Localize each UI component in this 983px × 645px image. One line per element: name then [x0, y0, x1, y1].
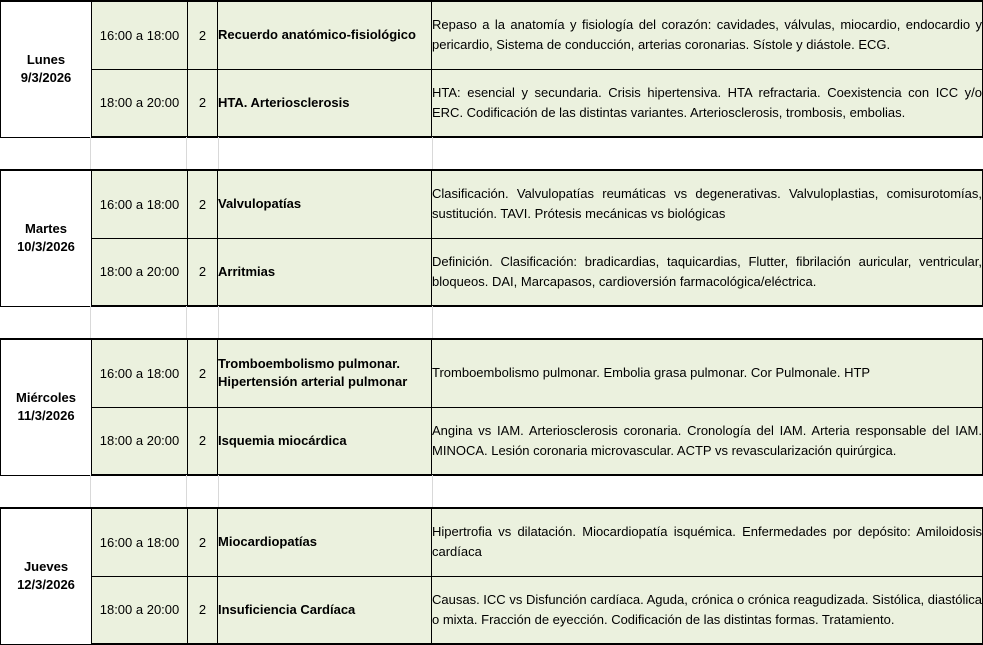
- day-date: 9/3/2026: [20, 70, 72, 86]
- session-row: [1, 238, 983, 306]
- session-time: 16:00 a 18:00: [92, 508, 188, 576]
- session-topic: Isquemia miocárdica: [218, 407, 432, 475]
- session-time: 16:00 a 18:00: [92, 339, 188, 407]
- session-description: Definición. Clasificación: bradicardias, taquicardias, Flutter, fibrilación auricular, ventricular, bloqueos. DAI, Marcapasos, cardioversión farmacológica/eléctrica.: [432, 238, 983, 306]
- spacer-row: [0, 137, 983, 169]
- session-time: 18:00 a 20:00: [92, 238, 188, 306]
- grid-line: [186, 137, 187, 169]
- session-hours: 2: [188, 407, 218, 475]
- session-row: [1, 576, 983, 644]
- session-topic: Valvulopatías: [218, 170, 432, 238]
- session-time: 18:00 a 20:00: [92, 407, 188, 475]
- session-hours: 2: [188, 69, 218, 137]
- session-row: [1, 69, 983, 137]
- grid-line: [432, 137, 433, 169]
- session-hours: 2: [188, 508, 218, 576]
- session-topic: Arritmias: [218, 238, 432, 306]
- session-row: [1, 339, 983, 407]
- session-hours: 2: [188, 170, 218, 238]
- session-time: 18:00 a 20:00: [92, 576, 188, 644]
- session-row: [1, 1, 983, 69]
- session-topic: Miocardiopatías: [218, 508, 432, 576]
- grid-line: [218, 306, 219, 338]
- session-hours: 2: [188, 238, 218, 306]
- day-block-miercoles: [0, 338, 983, 476]
- session-description: Causas. ICC vs Disfunción cardíaca. Aguda, crónica o crónica reagudizada. Sistólica, diastólica o mixta. Fracción de eyección. Codificación de las distintas formas. Tratamiento.: [432, 576, 983, 644]
- spacer-row: [0, 306, 983, 338]
- day-cell: [1, 1, 92, 137]
- day-block-jueves: [0, 507, 983, 645]
- session-description: Angina vs IAM. Arteriosclerosis coronaria. Cronología del IAM. Arteria responsable del IAM. MINOCA. Lesión coronaria microvascular. ACTP vs revascularización quirúrgica.: [432, 407, 983, 475]
- grid-line: [432, 306, 433, 338]
- session-row: [1, 508, 983, 576]
- grid-line: [218, 475, 219, 507]
- day-cell: [1, 339, 92, 475]
- day-block-martes: [0, 169, 983, 307]
- session-topic: Insuficiencia Cardíaca: [218, 576, 432, 644]
- session-time: 16:00 a 18:00: [92, 1, 188, 69]
- grid-line: [90, 475, 91, 507]
- day-date: 12/3/2026: [17, 577, 75, 593]
- day-name: Lunes: [26, 52, 66, 68]
- day-date: 11/3/2026: [17, 408, 75, 424]
- session-hours: 2: [188, 339, 218, 407]
- day-cell: [1, 170, 92, 306]
- session-row: [1, 407, 983, 475]
- session-description: Hipertrofia vs dilatación. Miocardiopatía isquémica. Enfermedades por depósito: Amiloidosis cardíaca: [432, 508, 983, 576]
- grid-line: [90, 137, 91, 169]
- day-table: [0, 507, 983, 645]
- grid-line: [432, 475, 433, 507]
- day-name: Martes: [25, 221, 67, 237]
- day-block-lunes: [0, 0, 983, 138]
- day-name: Miércoles: [16, 390, 76, 406]
- day-table: [0, 0, 983, 138]
- day-cell: [1, 508, 92, 644]
- session-topic: HTA. Arteriosclerosis: [218, 69, 432, 137]
- grid-line: [186, 475, 187, 507]
- grid-line: [186, 306, 187, 338]
- session-topic: Recuerdo anatómico-fisiológico: [218, 1, 432, 69]
- session-time: 16:00 a 18:00: [92, 170, 188, 238]
- spacer-row: [0, 475, 983, 507]
- session-topic: Tromboembolismo pulmonar. Hipertensión arterial pulmonar: [218, 339, 432, 407]
- day-table: [0, 169, 983, 307]
- day-date: 10/3/2026: [17, 239, 75, 255]
- session-description: Clasificación. Valvulopatías reumáticas vs degenerativas. Valvuloplastias, comisurotomías, sustitución. TAVI. Prótesis mecánicas vs biológicas: [432, 170, 983, 238]
- day-table: [0, 338, 983, 476]
- session-hours: 2: [188, 576, 218, 644]
- session-description: Tromboembolismo pulmonar. Embolia grasa pulmonar. Cor Pulmonale. HTP: [432, 339, 983, 407]
- session-hours: 2: [188, 1, 218, 69]
- grid-line: [90, 306, 91, 338]
- session-time: 18:00 a 20:00: [92, 69, 188, 137]
- session-description: HTA: esencial y secundaria. Crisis hipertensiva. HTA refractaria. Coexistencia con ICC y/o ERC. Codificación de las distintas variantes. Arteriosclerosis, trombosis, embolias.: [432, 69, 983, 137]
- session-description: Repaso a la anatomía y fisiología del corazón: cavidades, válvulas, miocardio, endocardio y pericardio, Sistema de conducción, arterias coronarias. Sístole y diástole. ECG.: [432, 1, 983, 69]
- session-row: [1, 170, 983, 238]
- grid-line: [218, 137, 219, 169]
- day-name: Jueves: [23, 559, 69, 575]
